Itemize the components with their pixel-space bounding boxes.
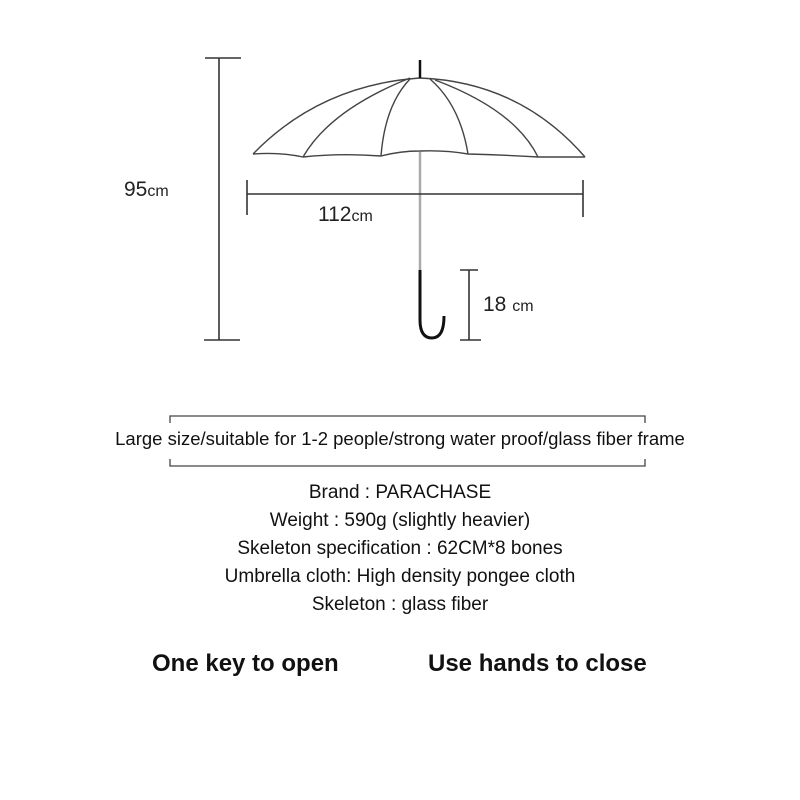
handle-dimension-bar bbox=[460, 270, 481, 340]
height-dimension-bar bbox=[204, 58, 241, 340]
umbrella-canopy bbox=[253, 78, 585, 157]
width-dimension-bar bbox=[247, 180, 583, 217]
height-unit: cm bbox=[147, 183, 169, 200]
height-value: 95 bbox=[124, 178, 148, 201]
spec-brand: Brand : PARACHASE bbox=[308, 482, 492, 503]
spec-weight: Weight : 590g (slightly heavier) bbox=[269, 510, 531, 531]
height-label bbox=[124, 178, 169, 202]
spec-cloth: Umbrella cloth: High density pongee cloth bbox=[224, 566, 576, 587]
feature-open: One key to open bbox=[152, 650, 339, 677]
umbrella-handle bbox=[420, 270, 444, 338]
spec-skeleton-specification: Skeleton specification : 62CM*8 bones bbox=[237, 538, 563, 559]
width-label bbox=[318, 203, 373, 227]
width-unit: cm bbox=[351, 208, 373, 225]
handle-value: 18 bbox=[483, 293, 513, 316]
spec-skeleton-material: Skeleton : glass fiber bbox=[311, 594, 489, 615]
width-value: 112 bbox=[318, 203, 352, 226]
handle-label bbox=[483, 293, 534, 317]
feature-close: Use hands to close bbox=[428, 650, 647, 677]
tagline: Large size/suitable for 1-2 people/strong water proof/glass fiber frame bbox=[115, 428, 685, 449]
handle-unit: cm bbox=[512, 298, 534, 315]
